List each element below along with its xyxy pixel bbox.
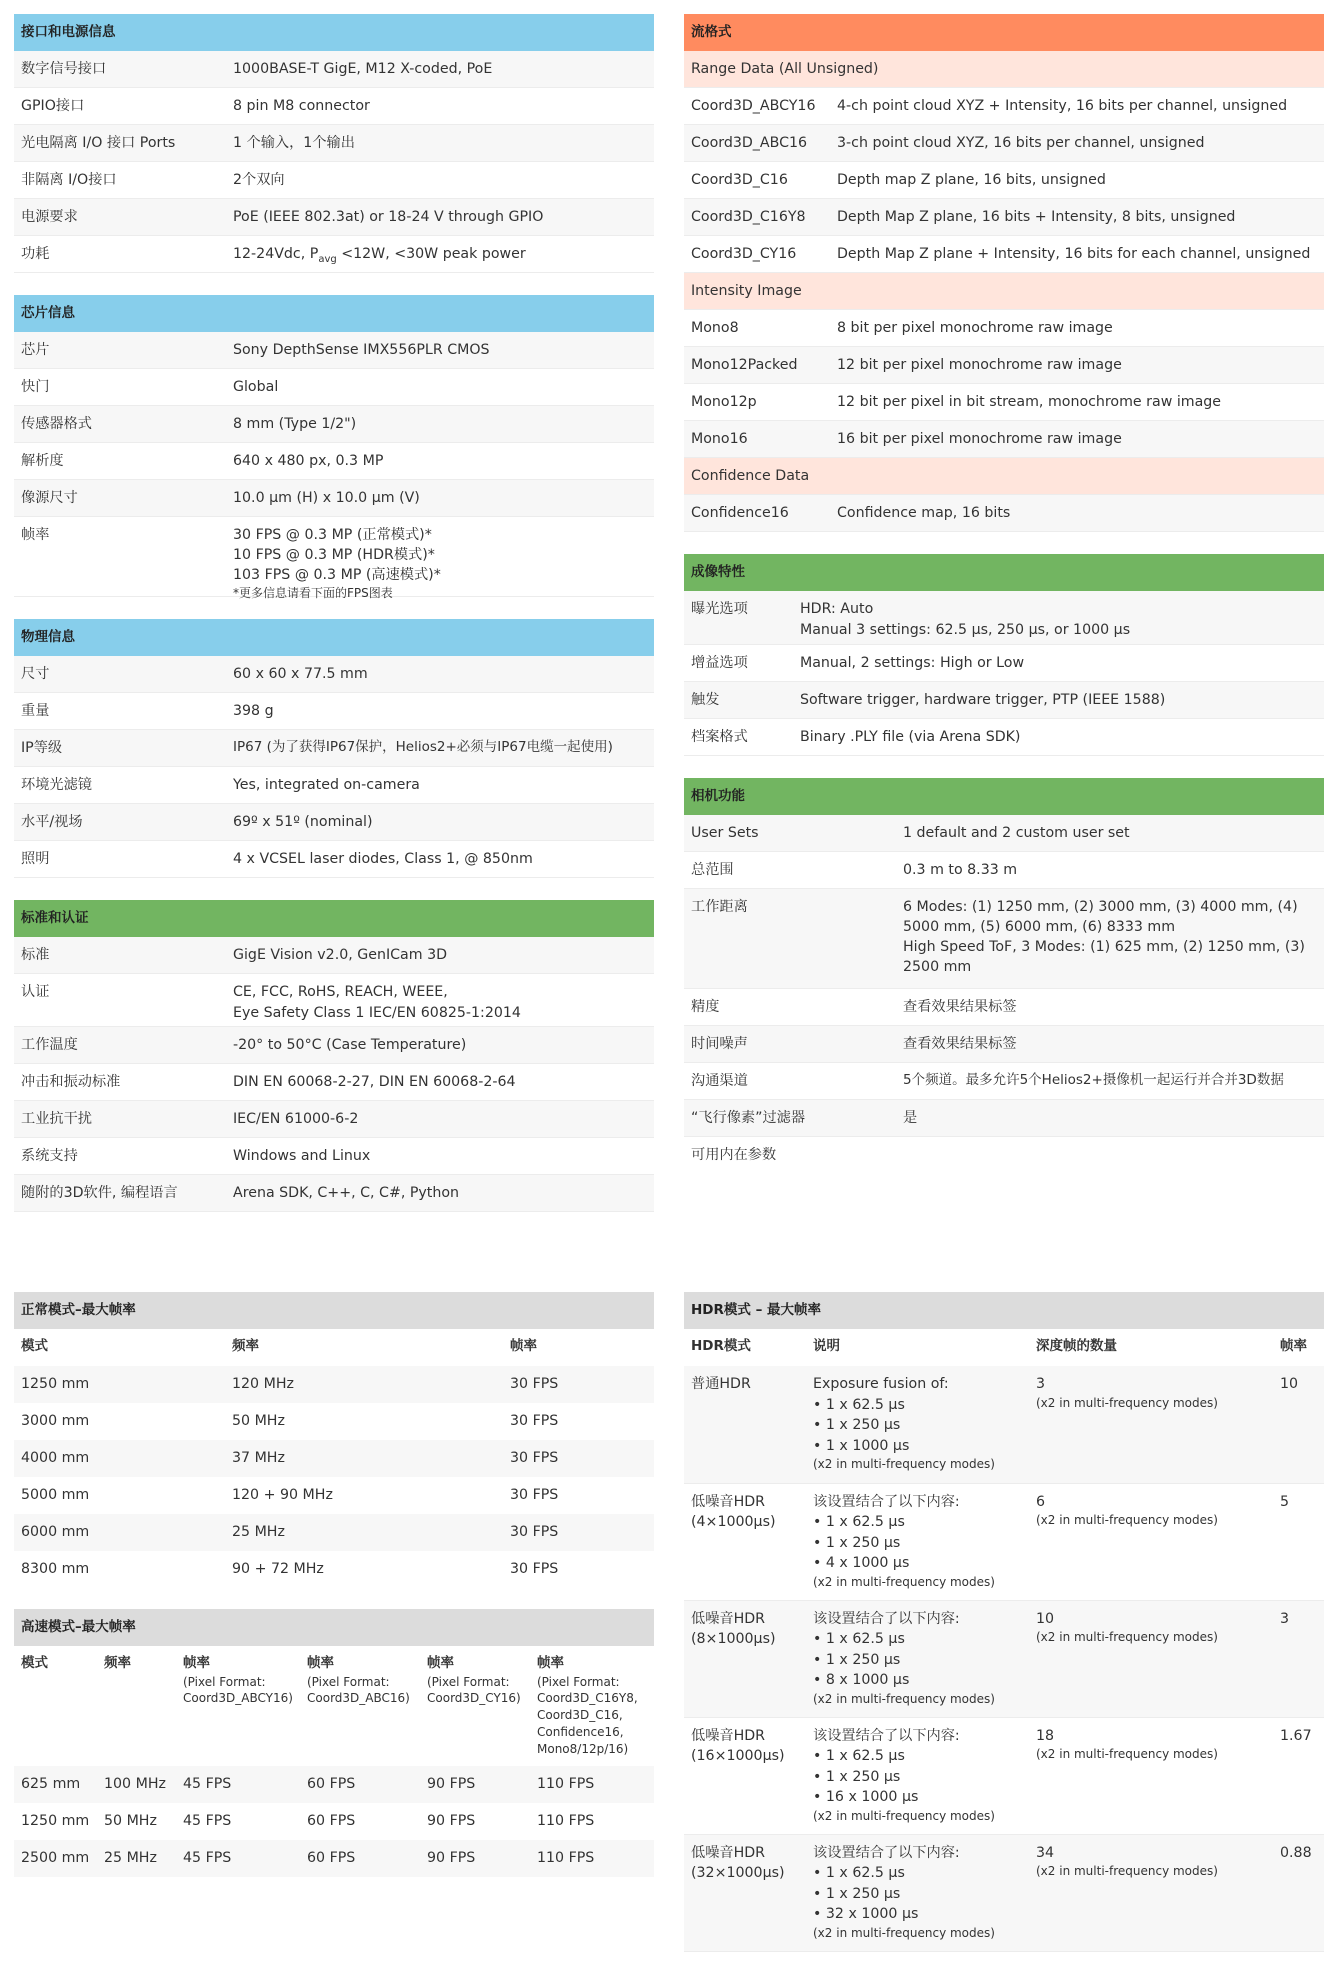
section-header: HDR模式 – 最大帧率	[684, 1292, 1324, 1329]
section-header: 高速模式–最大帧率	[14, 1609, 654, 1646]
imaging-section	[684, 554, 1324, 756]
spec-row-working-distance: 工作距离 6 Modes: (1) 1250 mm, (2) 3000 mm, (3) 4000 mm, (4) 5000 mm, (5) 6000 mm, (6) 8333 mm High Speed ToF, 3 Modes: (1) 625 mm, (2) 1250 mm, (3) 2500 mm	[684, 889, 1324, 989]
physical-rows	[14, 656, 654, 878]
spec-row: 时间噪声 查看效果结果标签	[684, 1026, 1324, 1063]
section-header: 芯片信息	[14, 295, 654, 332]
spec-row: 档案格式 Binary .PLY file (via Arena SDK)	[684, 719, 1324, 756]
column-header: 帧率 (Pixel Format: Coord3D_C16Y8, Coord3D_C16, Confidence16, Mono8/12p/16)	[537, 1655, 638, 1756]
table-row: 625 mm 100 MHz 45 FPS 60 FPS 90 FPS 110 FPS	[14, 1766, 654, 1803]
table-row: 8300 mm 90 + 72 MHz 30 FPS	[21, 1561, 559, 1577]
subheader-confidence: Confidence Data	[684, 458, 1324, 495]
hdr-mode-section	[684, 1292, 1324, 1952]
standards-rows	[14, 937, 654, 1212]
spec-row: Mono12Packed 12 bit per pixel monochrome raw image	[684, 347, 1324, 384]
spec-row: Coord3D_ABC16 3-ch point cloud XYZ, 16 bits per channel, unsigned	[684, 125, 1324, 162]
spec-row: 认证 CE, FCC, RoHS, REACH, WEEE, Eye Safety Class 1 IEC/EN 60825-1:2014	[14, 974, 654, 1027]
spec-row: 沟通渠道 5个频道。最多允许5个Helios2+摄像机一起运行并合并3D数据	[684, 1063, 1324, 1100]
highspeed-mode-table	[14, 1646, 654, 1877]
normal-mode-section	[14, 1292, 654, 1588]
spec-row: 解析度 640 x 480 px, 0.3 MP	[14, 443, 654, 480]
highspeed-mode-section	[14, 1609, 654, 1877]
section-header: 正常模式–最大帧率	[14, 1292, 654, 1329]
subheader-range: Range Data (All Unsigned)	[684, 51, 1324, 88]
spec-row: 可用内在参数	[691, 1147, 777, 1163]
column-header: 帧率	[510, 1338, 537, 1354]
imaging-rows	[684, 591, 1324, 756]
subheader-intensity: Intensity Image	[684, 273, 1324, 310]
spec-row: 数字信号接口 1000BASE-T GigE, M12 X-coded, PoE	[14, 51, 654, 88]
interface-section	[14, 14, 654, 273]
section-header: 成像特性	[684, 554, 1324, 591]
camera-rows	[684, 815, 1324, 1174]
right-column	[684, 14, 1324, 1174]
column-header: 帧率 (Pixel Format: Coord3D_ABCY16)	[183, 1655, 293, 1706]
column-header: 深度帧的数量	[1036, 1338, 1117, 1354]
section-header: 接口和电源信息	[14, 14, 654, 51]
spec-row: User Sets 1 default and 2 custom user set	[684, 815, 1324, 852]
section-header: 流格式	[684, 14, 1324, 51]
column-header: 说明	[813, 1338, 840, 1354]
table-row: 1250 mm 120 MHz 30 FPS	[14, 1366, 654, 1403]
column-header: HDR模式	[691, 1338, 751, 1354]
chip-rows	[14, 332, 654, 601]
spec-row: 重量 398 g	[14, 693, 654, 730]
spec-row: 水平/视场 69º x 51º (nominal)	[14, 804, 654, 841]
spec-row: 芯片 Sony DepthSense IMX556PLR CMOS	[14, 332, 654, 369]
spec-row: 环境光滤镜 Yes, integrated on-camera	[14, 767, 654, 804]
hdr-mode-table	[684, 1329, 1324, 1952]
table-row: 低噪音HDR (32×1000µs) 该设置结合了以下内容: • 1 x 62.5 µs • 1 x 250 µs • 32 x 1000 µs (x2 in multi-frequency modes) 34 (x2 in multi-frequency modes) 0.88	[684, 1834, 1324, 1951]
spec-row: 总范围 0.3 m to 8.33 m	[684, 852, 1324, 889]
table-row: 2500 mm 25 MHz 45 FPS 60 FPS 90 FPS 110 FPS	[14, 1840, 654, 1877]
table-row: 低噪音HDR (16×1000µs) 该设置结合了以下内容: • 1 x 62.5 µs • 1 x 250 µs • 16 x 1000 µs (x2 in multi-frequency modes) 18 (x2 in multi-frequency modes) 1.67	[684, 1717, 1324, 1834]
table-row: 低噪音HDR (4×1000µs) 该设置结合了以下内容: • 1 x 62.5 µs • 1 x 250 µs • 4 x 1000 µs (x2 in multi-frequency modes) 6 (x2 in multi-frequency modes) 5	[684, 1483, 1324, 1600]
spec-row-power: 功耗 12-24Vdc, $P_{avg} <12W$, <30W peak power	[14, 236, 654, 273]
spec-row: 标准 GigE Vision v2.0, GenICam 3D	[14, 937, 654, 974]
camera-section	[684, 778, 1324, 1174]
spec-row: 增益选项 Manual, 2 settings: High or Low	[684, 645, 1324, 682]
spec-row-fps: 帧率 30 FPS @ 0.3 MP (正常模式)* 10 FPS @ 0.3 MP (HDR模式)* 103 FPS @ 0.3 MP (高速模式)* *更多信息请看下面的FPS图表	[14, 517, 654, 597]
spec-row: 随附的3D软件, 编程语言 Arena SDK, C++, C, C#, Python	[14, 1175, 654, 1212]
spec-row: 照明 4 x VCSEL laser diodes, Class 1, @ 850nm	[14, 841, 654, 878]
interface-rows	[14, 51, 654, 273]
spec-row: 尺寸 60 x 60 x 77.5 mm	[14, 656, 654, 693]
spec-row: “飞行像素”过滤器 是	[684, 1100, 1324, 1137]
pixel-rows	[684, 51, 1324, 532]
table-row: 6000 mm 25 MHz 30 FPS	[14, 1514, 654, 1551]
spec-row: 电源要求 PoE (IEEE 802.3at) or 18-24 V through GPIO	[14, 199, 654, 236]
column-header: 频率	[104, 1655, 131, 1671]
physical-section	[14, 619, 654, 878]
section-header: 相机功能	[684, 778, 1324, 815]
spec-row: 系统支持 Windows and Linux	[14, 1138, 654, 1175]
spec-row: Mono12p 12 bit per pixel in bit stream, monochrome raw image	[684, 384, 1324, 421]
spec-row: 非隔离 I/O接口 2个双向	[14, 162, 654, 199]
spec-row: 传感器格式 8 mm (Type 1/2")	[14, 406, 654, 443]
spec-row: Coord3D_CY16 Depth Map Z plane + Intensity, 16 bits for each channel, unsigned	[684, 236, 1324, 273]
spec-row-exposure: 曝光选项 HDR: Auto Manual 3 settings: 62.5 µs, 250 µs, or 1000 µs	[684, 591, 1324, 645]
spec-row: 像源尺寸 10.0 µm (H) x 10.0 µm (V)	[14, 480, 654, 517]
table-row: 5000 mm 120 + 90 MHz 30 FPS	[21, 1487, 559, 1503]
spec-row: 工作温度 -20° to 50°C (Case Temperature)	[14, 1027, 654, 1064]
table-row: 1250 mm 50 MHz 45 FPS 60 FPS 90 FPS 110 FPS	[21, 1812, 595, 1829]
column-header: 模式	[21, 1655, 48, 1671]
table-row: 4000 mm 37 MHz 30 FPS	[14, 1440, 654, 1477]
spec-row: 工业抗干扰 IEC/EN 61000-6-2	[14, 1101, 654, 1138]
table-row: 普通HDR Exposure fusion of: • 1 x 62.5 µs • 1 x 250 µs • 1 x 1000 µs (x2 in multi-frequency modes) 3 (x2 in multi-frequency modes) 10	[684, 1366, 1324, 1483]
chip-section	[14, 295, 654, 601]
normal-mode-table	[14, 1329, 654, 1588]
column-header: 帧率	[1280, 1338, 1307, 1354]
column-header: 帧率 (Pixel Format: Coord3D_CY16)	[427, 1655, 521, 1706]
left-column	[14, 14, 654, 1212]
section-header: 物理信息	[14, 619, 654, 656]
spec-row: Mono16 16 bit per pixel monochrome raw image	[684, 421, 1324, 458]
spec-row: IP等级 IP67 (为了获得IP67保护，Helios2+必须与IP67电缆一起使用)	[14, 730, 654, 767]
spec-row: 触发 Software trigger, hardware trigger, PTP (IEEE 1588)	[684, 682, 1324, 719]
section-header: 标准和认证	[14, 900, 654, 937]
spec-row: GPIO接口 8 pin M8 connector	[14, 88, 654, 125]
column-header: 帧率 (Pixel Format: Coord3D_ABC16)	[307, 1655, 410, 1706]
spec-row: Mono8 8 bit per pixel monochrome raw image	[684, 310, 1324, 347]
standards-section	[14, 900, 654, 1212]
spec-row: 快门 Global	[14, 369, 654, 406]
spec-row: Confidence16 Confidence map, 16 bits	[684, 495, 1324, 532]
spec-row: Coord3D_ABCY16 4-ch point cloud XYZ + Intensity, 16 bits per channel, unsigned	[684, 88, 1324, 125]
spec-row: Coord3D_C16Y8 Depth Map Z plane, 16 bits + Intensity, 8 bits, unsigned	[684, 199, 1324, 236]
table-row: 低噪音HDR (8×1000µs) 该设置结合了以下内容: • 1 x 62.5 µs • 1 x 250 µs • 8 x 1000 µs (x2 in multi-frequency modes) 10 (x2 in multi-frequency modes) 3	[684, 1600, 1324, 1717]
spec-row: Coord3D_C16 Depth map Z plane, 16 bits, unsigned	[684, 162, 1324, 199]
spec-row: 冲击和振动标准 DIN EN 60068-2-27, DIN EN 60068-2-64	[14, 1064, 654, 1101]
pixel-format-section	[684, 14, 1324, 532]
table-row: 3000 mm 50 MHz 30 FPS	[21, 1413, 559, 1429]
spec-row: 精度 查看效果结果标签	[684, 989, 1324, 1026]
spec-row: 光电隔离 I/O 接口 Ports 1 个输入，1个输出	[14, 125, 654, 162]
column-header: 模式	[21, 1338, 48, 1354]
column-header: 频率	[232, 1338, 259, 1354]
